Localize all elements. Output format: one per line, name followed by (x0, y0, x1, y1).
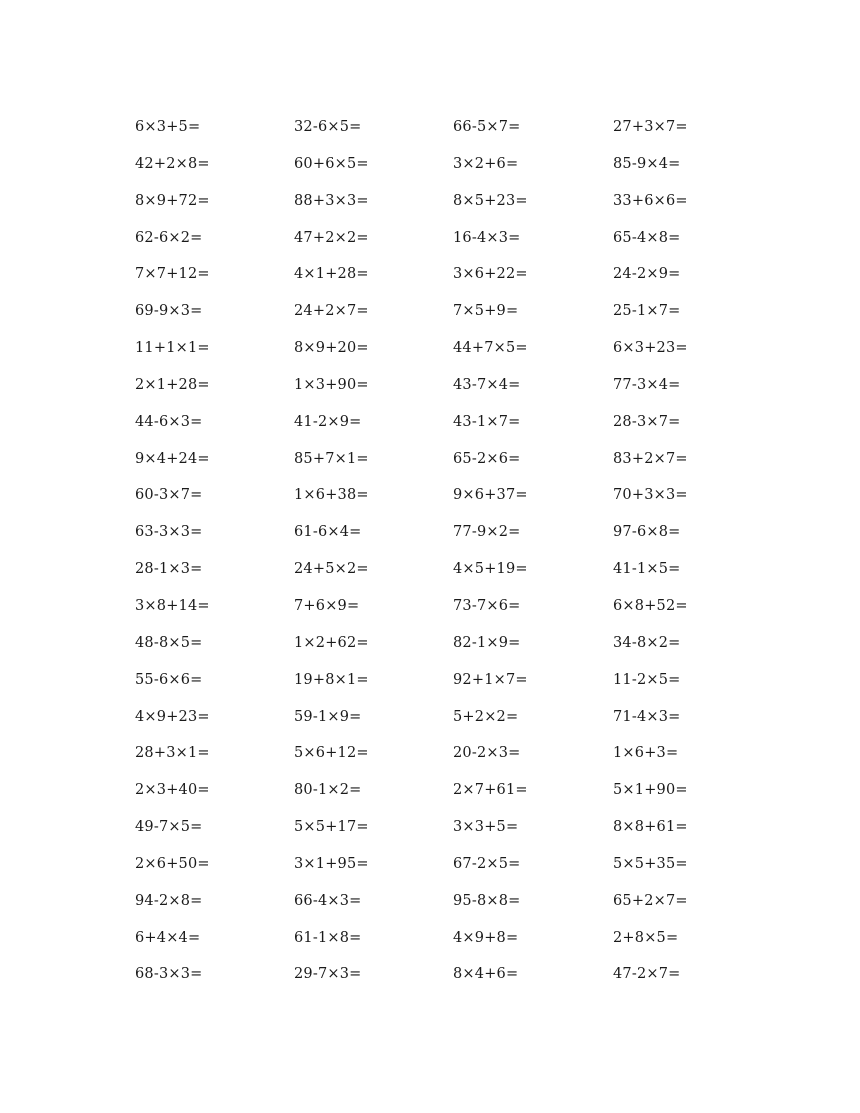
math-problem: 4×9+8= (453, 929, 519, 946)
math-problem: 83+2×7= (613, 450, 688, 467)
math-problem: 24-2×9= (613, 266, 681, 283)
math-problem: 62-6×2= (135, 229, 203, 246)
math-problem: 24+2×7= (294, 303, 369, 320)
math-problem: 43-7×4= (453, 376, 521, 393)
math-problem: 1×6+3= (613, 745, 679, 762)
math-problem: 11-2×5= (613, 671, 681, 688)
math-problem: 5×1+90= (613, 782, 688, 799)
math-problem: 44-6×3= (135, 413, 203, 430)
math-problem: 27+3×7= (613, 119, 688, 135)
math-problem: 20-2×3= (453, 745, 521, 762)
math-problem: 1×2+62= (294, 634, 369, 651)
math-problem: 1×3+90= (294, 376, 369, 393)
math-problem: 94-2×8= (135, 892, 203, 909)
math-problem: 6×3+23= (613, 340, 688, 357)
math-problem: 92+1×7= (453, 671, 528, 688)
math-problem: 63-3×3= (135, 524, 203, 541)
math-problem: 4×9+23= (135, 708, 210, 725)
math-problem: 82-1×9= (453, 634, 521, 651)
math-problem: 8×9+72= (135, 192, 210, 209)
math-problem: 8×8+61= (613, 819, 688, 836)
math-problem: 28+3×1= (135, 745, 210, 762)
math-problem: 49-7×5= (135, 819, 203, 836)
math-problem: 85+7×1= (294, 450, 369, 467)
math-problem: 8×5+23= (453, 192, 528, 209)
math-problem: 5+2×2= (453, 708, 519, 725)
math-problem: 44+7×5= (453, 340, 528, 357)
math-problem: 65-2×6= (453, 450, 521, 467)
math-problem: 77-3×4= (613, 376, 681, 393)
math-problem: 4×1+28= (294, 266, 369, 283)
math-problem: 4×5+19= (453, 561, 528, 578)
math-problem: 34-8×2= (613, 634, 681, 651)
math-problem: 66-5×7= (453, 119, 521, 135)
math-problem: 95-8×8= (453, 892, 521, 909)
math-problem: 61-1×8= (294, 929, 362, 946)
math-problem: 7×5+9= (453, 303, 519, 320)
problem-grid (135, 116, 753, 1000)
math-problem: 71-4×3= (613, 708, 681, 725)
math-problem: 41-2×9= (294, 413, 362, 430)
math-problem: 60+6×5= (294, 155, 369, 172)
math-problem: 7+6×9= (294, 597, 360, 614)
math-problem: 29-7×3= (294, 966, 362, 983)
math-problem: 61-6×4= (294, 524, 362, 541)
math-problem: 3×2+6= (453, 155, 519, 172)
math-problem: 47+2×2= (294, 229, 369, 246)
math-problem: 8×4+6= (453, 966, 519, 983)
math-problem: 5×5+35= (613, 855, 688, 872)
math-problem: 2×7+61= (453, 782, 528, 799)
math-problem: 69-9×3= (135, 303, 203, 320)
math-problem: 9×6+37= (453, 487, 528, 504)
math-problem: 2×1+28= (135, 376, 210, 393)
math-problem: 48-8×5= (135, 634, 203, 651)
math-problem: 19+8×1= (294, 671, 369, 688)
math-problem: 55-6×6= (135, 671, 203, 688)
math-problem: 5×5+17= (294, 819, 369, 836)
math-problem: 88+3×3= (294, 192, 369, 209)
math-problem: 7×7+12= (135, 266, 210, 283)
math-problem: 25-1×7= (613, 303, 681, 320)
math-problem: 70+3×3= (613, 487, 688, 504)
math-problem: 3×3+5= (453, 819, 519, 836)
math-problem: 28-1×3= (135, 561, 203, 578)
math-problem: 6×8+52= (613, 597, 688, 614)
math-problem: 97-6×8= (613, 524, 681, 541)
math-problem: 3×1+95= (294, 855, 369, 872)
math-problem: 67-2×5= (453, 855, 521, 872)
math-problem: 43-1×7= (453, 413, 521, 430)
math-problem: 47-2×7= (613, 966, 681, 983)
math-problem: 8×9+20= (294, 340, 369, 357)
math-problem: 1×6+38= (294, 487, 369, 504)
math-problem: 9×4+24= (135, 450, 210, 467)
math-problem: 65-4×8= (613, 229, 681, 246)
math-problem: 77-9×2= (453, 524, 521, 541)
math-problem: 6×3+5= (135, 119, 201, 135)
math-problem: 2+8×5= (613, 929, 679, 946)
math-problem: 33+6×6= (613, 192, 688, 209)
math-problem: 3×6+22= (453, 266, 528, 283)
math-problem: 41-1×5= (613, 561, 681, 578)
math-problem: 6+4×4= (135, 929, 201, 946)
math-problem: 11+1×1= (135, 340, 210, 357)
math-problem: 65+2×7= (613, 892, 688, 909)
math-problem: 68-3×3= (135, 966, 203, 983)
math-problem: 2×3+40= (135, 782, 210, 799)
math-problem: 73-7×6= (453, 597, 521, 614)
math-problem: 80-1×2= (294, 782, 362, 799)
math-problem: 66-4×3= (294, 892, 362, 909)
math-problem: 16-4×3= (453, 229, 521, 246)
math-problem: 42+2×8= (135, 155, 210, 172)
math-problem: 3×8+14= (135, 597, 210, 614)
math-problem: 32-6×5= (294, 119, 362, 135)
math-problem: 5×6+12= (294, 745, 369, 762)
math-problem: 85-9×4= (613, 155, 681, 172)
math-problem: 59-1×9= (294, 708, 362, 725)
math-problem: 24+5×2= (294, 561, 369, 578)
math-problem: 2×6+50= (135, 855, 210, 872)
math-problem: 28-3×7= (613, 413, 681, 430)
math-problem: 60-3×7= (135, 487, 203, 504)
